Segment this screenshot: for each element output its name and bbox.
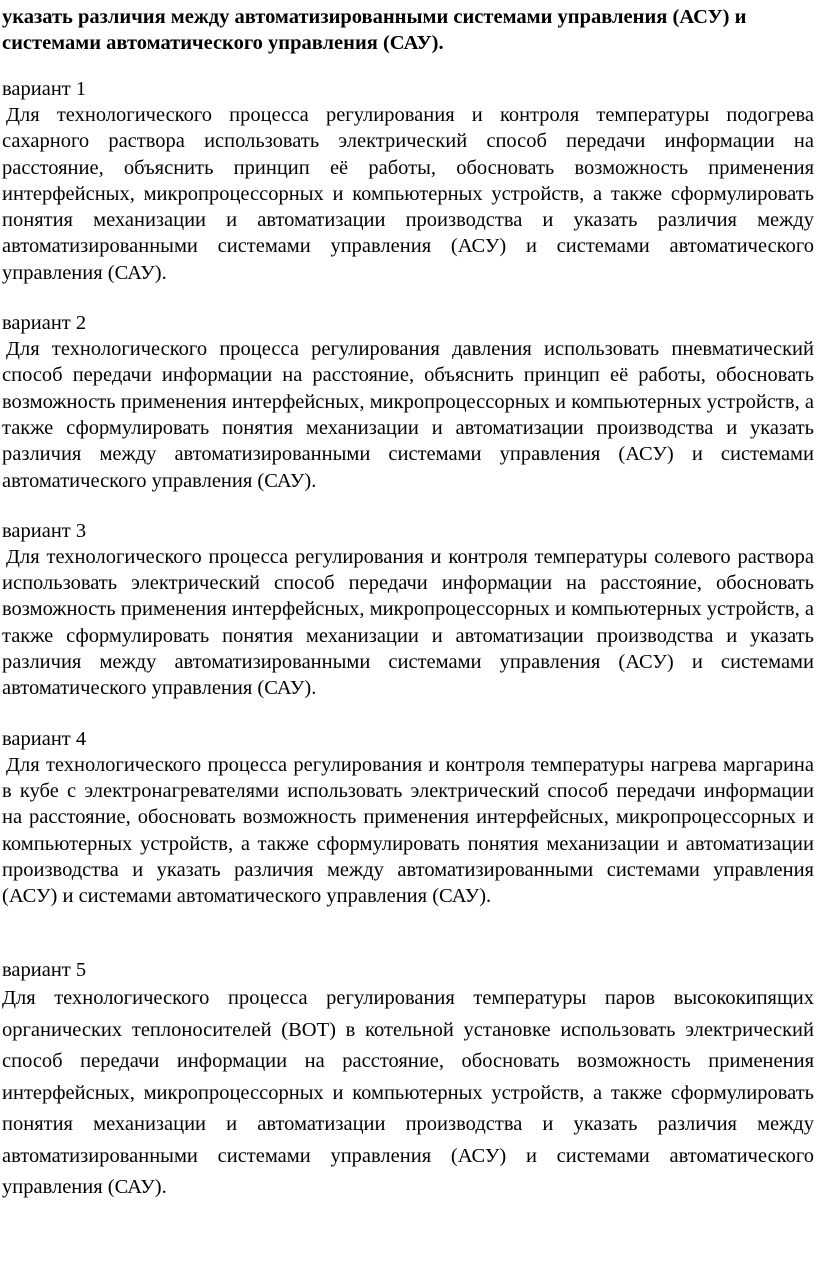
variant-text: Для технологического процесса регулирования и контроля температуры нагрева маргарина в кубе с электронагревателями использовать электрический способ передачи информации на расстояние, обосновать возможность применения интерфейсных, микропроцессорных и компьютерных устройств, а также сформулировать понятия механизации и автоматизации производства и указать различия между автоматизированными системами управления (АСУ) и системами автоматического управления (САУ). bbox=[2, 753, 814, 908]
variant-text: Для технологического процесса регулирования температуры паров высококипящих органических теплоносителей (ВОТ) в котельной установке использовать электрический способ передачи информации на расстояние, обосновать возможность применения интерфейсных, микропроцессорных и компьютерных устройств, а также сформулировать понятия механизации и автоматизации производства и указать различия между автоматизированными системами управления (АСУ) и системами автоматического управления (САУ). bbox=[2, 987, 814, 1199]
variant-text: Для технологического процесса регулирования давления использовать пневматический способ передачи информации на расстояние, объяснить принцип её работы, обосновать возможность применения интерфейсных, микропроцессорных и компьютерных устройств, а также сформулировать понятия механизации и автоматизации производства и указать различия между автоматизированными системами управления (АСУ) и системами автоматического управления (САУ). bbox=[2, 338, 814, 492]
variant-label: вариант 4 bbox=[2, 727, 87, 750]
variant-text: Для технологического процесса регулирования и контроля температуры солевого раствора использовать электрический способ передачи информации на расстояние, обосновать возможность применения интерфейсных, микропроцессорных и компьютерных устройств, а также сформулировать понятия механизации и автоматизации производства и указать различия между автоматизированными системами управления (АСУ) и системами автоматического управления (САУ). bbox=[2, 545, 814, 700]
variant-label: вариант 2 bbox=[2, 312, 87, 335]
variant-4 bbox=[2, 726, 814, 910]
variant-2 bbox=[2, 310, 814, 494]
variant-5 bbox=[2, 957, 814, 1204]
variant-3 bbox=[2, 518, 814, 702]
variant-label: вариант 3 bbox=[2, 519, 87, 542]
variant-1 bbox=[2, 76, 814, 286]
document-heading: указать различия между автоматизированными системами управления (АСУ) и системами автоматического управления (САУ). bbox=[2, 6, 747, 54]
variant-label: вариант 1 bbox=[2, 78, 87, 100]
variant-text: Для технологического процесса регулирования и контроля температуры подогрева сахарного раствора использовать электрический способ передачи информации на расстояние, объяснить принцип её работы, обосновать возможность применения интерфейсных, микропроцессорных и компьютерных устройств, а также сформулировать понятия механизации и автоматизации производства и указать различия между автоматизированными системами управления (АСУ) и системами автоматического управления (САУ). bbox=[2, 104, 814, 284]
variant-label: вариант 5 bbox=[2, 959, 87, 982]
